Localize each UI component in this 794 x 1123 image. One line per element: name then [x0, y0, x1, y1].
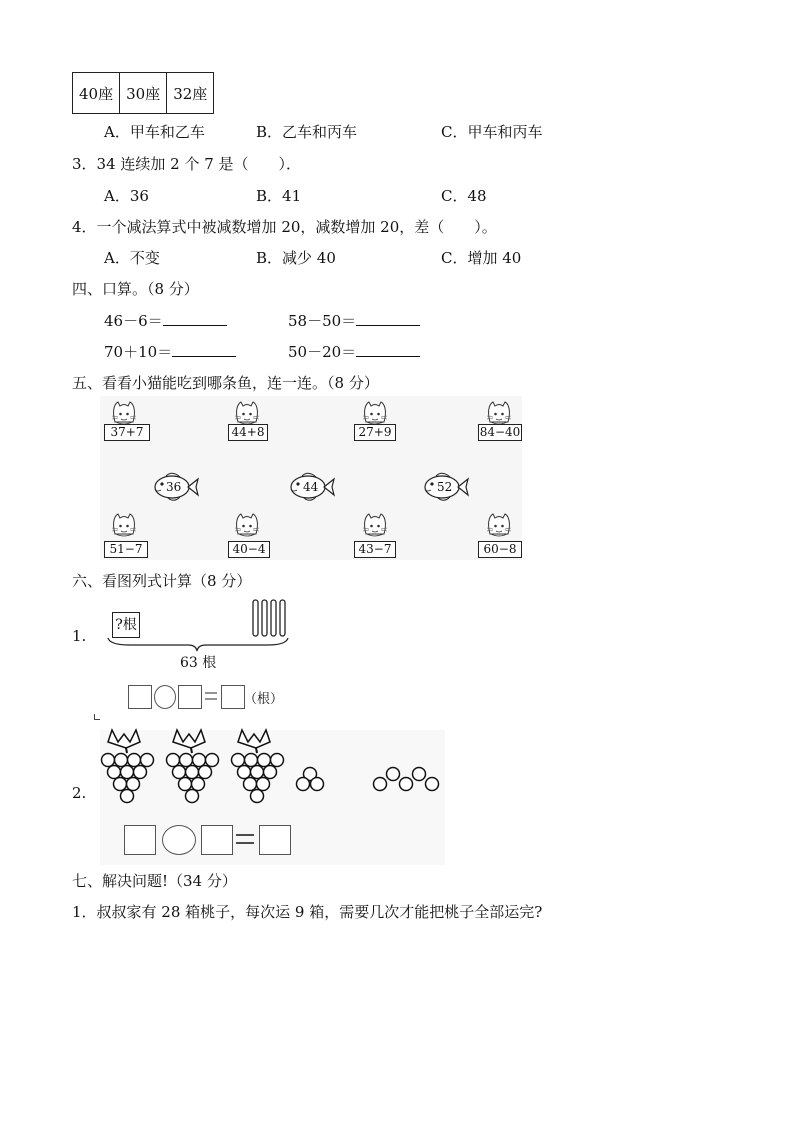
mental-math-expr: 58－50＝ — [288, 312, 357, 330]
seat-cell: 30座 — [120, 73, 167, 114]
problem-number: 1. — [72, 627, 87, 645]
operator-circle[interactable] — [154, 685, 176, 709]
grape-bunch-icon — [167, 730, 219, 803]
cat-expression[interactable]: 84−40 — [479, 425, 521, 439]
cat-expression[interactable]: 60−8 — [478, 541, 522, 558]
stick-icon — [280, 600, 285, 636]
section-6-title: 六、看图列式计算（8 分） — [72, 572, 252, 590]
q2-option-a: A．甲车和乙车 — [104, 123, 205, 141]
cat-icon — [363, 514, 387, 536]
cat-expression[interactable]: 40−4 — [228, 541, 270, 558]
brace-icon — [108, 638, 288, 651]
equals-sign-icon — [234, 831, 256, 847]
cat-expression[interactable]: 51−7 — [104, 541, 148, 558]
grape-bunch-icon — [102, 730, 154, 803]
section-4-title: 四、口算。（8 分） — [72, 280, 199, 298]
answer-box[interactable] — [221, 685, 245, 709]
grapes-balls-figure — [96, 728, 456, 808]
q4-option-a: A．不变 — [104, 249, 160, 267]
q4-option-b: B．减少 40 — [256, 249, 336, 267]
equals-sign-icon — [204, 690, 218, 702]
q4-question: 4．一个减法算式中被减数增加 20，减数增加 20，差（ ）。 — [72, 218, 497, 236]
mental-math-expr: 50－20＝ — [288, 343, 357, 361]
section-7-question-1: 1．叔叔家有 28 箱桃子，每次运 9 箱，需要几次才能把桃子全部运完? — [72, 903, 543, 921]
grape-bunch-icon — [232, 730, 284, 803]
cat-expression[interactable]: 27+9 — [354, 424, 396, 441]
cat-icon — [112, 514, 136, 536]
stick-icon — [253, 600, 258, 636]
cat-icon — [487, 402, 511, 424]
total-sticks-label: 63 根 — [180, 655, 217, 671]
cat-icon — [235, 514, 259, 536]
fish-number[interactable]: 36 — [166, 480, 182, 494]
answer-blank[interactable] — [163, 311, 227, 326]
answer-box[interactable] — [201, 825, 233, 855]
cat-icon — [363, 402, 387, 424]
loose-grape-icon — [297, 778, 310, 791]
loose-grape-icon — [426, 778, 439, 791]
cat-expression[interactable]: 37+7 — [104, 424, 150, 441]
unit-label: （根） — [244, 692, 284, 707]
section-5-title: 五、看看小猫能吃到哪条鱼，连一连。（8 分） — [72, 374, 379, 392]
q2-option-b: B．乙车和丙车 — [256, 123, 358, 141]
mental-math-item — [104, 341, 236, 362]
cat-icon — [112, 402, 136, 424]
section-7-title: 七、解决问题!（34 分） — [72, 872, 237, 890]
answer-box[interactable] — [124, 825, 156, 855]
answer-blank[interactable] — [356, 342, 420, 357]
fish-number[interactable]: 44 — [303, 480, 319, 494]
q3-option-c: C．48 — [441, 187, 487, 205]
mental-math-expr: 46－6＝ — [104, 312, 163, 330]
cat-expression[interactable]: 43−7 — [354, 541, 396, 558]
loose-grape-icon — [387, 768, 400, 781]
loose-grape-icon — [311, 778, 324, 791]
mental-math-item — [288, 310, 420, 331]
corner-mark — [94, 714, 100, 720]
sticks-brace-figure — [100, 598, 300, 654]
answer-box[interactable] — [259, 825, 291, 855]
seat-cell: 40座 — [73, 73, 120, 114]
q4-option-c: C．增加 40 — [441, 249, 522, 267]
loose-grape-icon — [413, 768, 426, 781]
mental-math-expr: 70＋10＝ — [104, 343, 173, 361]
loose-grape-icon — [374, 778, 387, 791]
seat-cell: 32座 — [167, 73, 214, 114]
cat-fish-drawing — [100, 396, 522, 560]
mental-math-item — [104, 310, 227, 331]
cat-expression[interactable]: 44+8 — [228, 424, 268, 441]
answer-box[interactable] — [178, 685, 202, 709]
operator-circle[interactable] — [162, 825, 196, 855]
loose-grape-icon — [400, 778, 413, 791]
q3-option-a: A．36 — [104, 187, 149, 205]
unknown-sticks-box: ?根 — [112, 612, 140, 638]
q3-question: 3．34 连续加 2 个 7 是（ ）． — [72, 155, 302, 173]
answer-blank[interactable] — [356, 311, 420, 326]
seat-table — [72, 72, 214, 114]
cat-icon — [235, 402, 259, 424]
fish-number[interactable]: 52 — [437, 480, 453, 494]
q2-option-c: C．甲车和丙车 — [441, 123, 543, 141]
cat-icon — [487, 514, 511, 536]
mental-math-item — [288, 341, 420, 362]
answer-box[interactable] — [128, 685, 152, 709]
q3-option-b: B．41 — [256, 187, 302, 205]
stick-icon — [271, 600, 276, 636]
answer-blank[interactable] — [172, 342, 236, 357]
problem-number: 2. — [72, 784, 87, 802]
stick-icon — [262, 600, 267, 636]
cat-fish-figure — [100, 396, 522, 560]
